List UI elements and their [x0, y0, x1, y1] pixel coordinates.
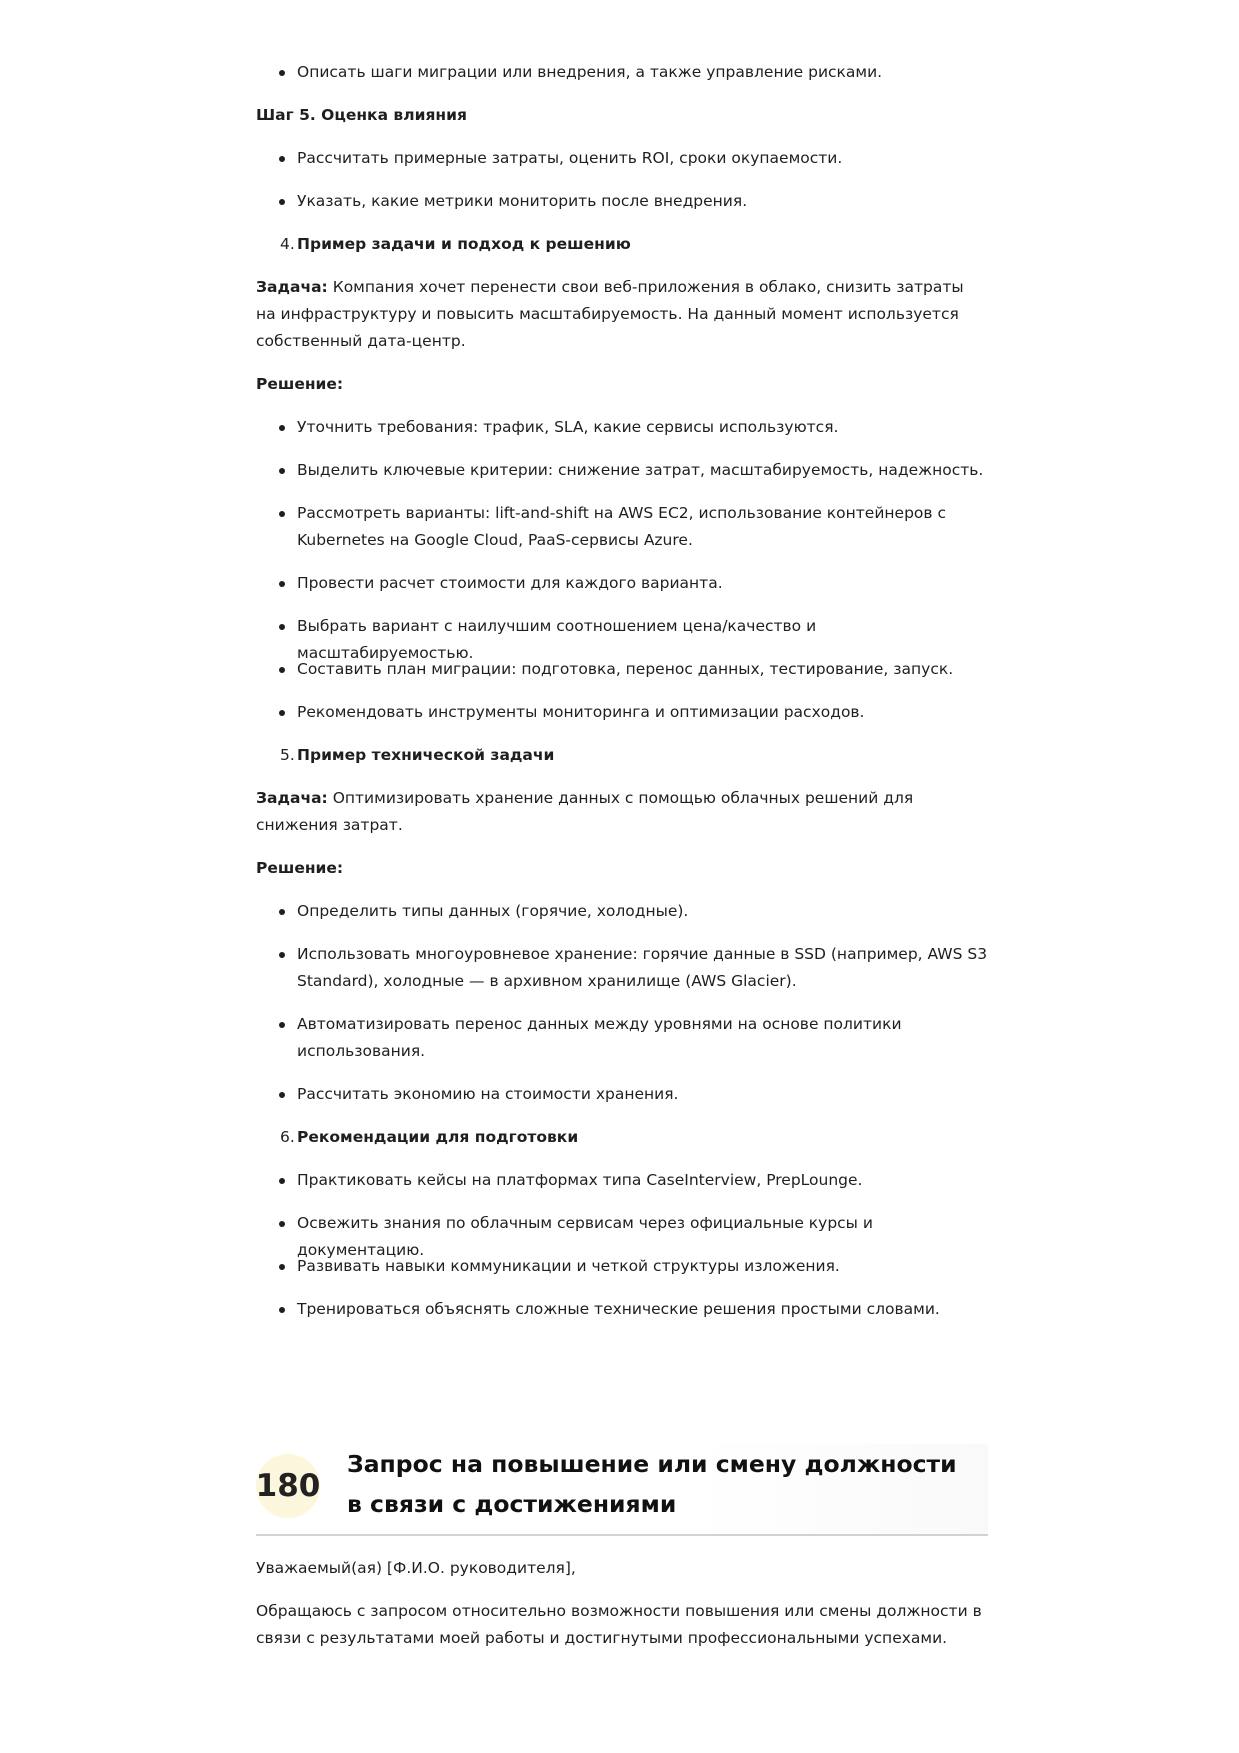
- list-item: Рассмотреть варианты: lift-and-shift на AWS EC2, использование контейнеров с Kubernetes на Google Cloud, PaaS-сервисы Azure.: [256, 500, 988, 554]
- chapter-heading: [256, 1444, 988, 1536]
- list-item: Составить план миграции: подготовка, перенос данных, тестирование, запуск.: [256, 656, 988, 683]
- section-number: 4.: [280, 235, 295, 253]
- step5-title: Шаг 5. Оценка влияния: [256, 106, 467, 124]
- section-number: 6.: [280, 1128, 295, 1146]
- list-item: Уточнить требования: трафик, SLA, какие сервисы используются.: [256, 414, 988, 441]
- list-item: Освежить знания по облачным сервисам через официальные курсы и документацию.: [256, 1210, 988, 1264]
- list-item: Использовать многоуровневое хранение: горячие данные в SSD (например, AWS S3 Standard), холодные — в архивном хранилище (AWS Glacier).: [256, 941, 988, 995]
- section-title: Пример технической задачи: [297, 746, 555, 764]
- section-title: Пример задачи и подход к решению: [297, 235, 631, 253]
- section-title: Рекомендации для подготовки: [297, 1128, 579, 1146]
- section-number: 5.: [280, 746, 295, 764]
- list-item: Рассчитать примерные затраты, оценить ROI, сроки окупаемости.: [256, 145, 988, 172]
- list-item: Рекомендовать инструменты мониторинга и оптимизации расходов.: [256, 699, 988, 726]
- task-paragraph: [256, 785, 988, 839]
- list-item: Описать шаги миграции или внедрения, а также управление рисками.: [256, 59, 988, 86]
- list-item: Указать, какие метрики мониторить после внедрения.: [256, 188, 988, 215]
- task-text: Компания хочет перенести свои веб-приложения в облако, снизить затраты на инфраструктуру и повысить масштабируемость. На данный момент используется собственный дата-центр.: [256, 278, 964, 350]
- section5-heading: [256, 742, 988, 769]
- list-item: Выделить ключевые критерии: снижение затрат, масштабируемость, надежность.: [256, 457, 988, 484]
- section4-heading: [256, 231, 988, 258]
- chapter-title: Запрос на повышение или смену должности в связи с достижениями: [347, 1450, 957, 1518]
- list-item: Автоматизировать перенос данных между уровнями на основе политики использования.: [256, 1011, 988, 1065]
- task-label: Задача:: [256, 278, 328, 296]
- section6-heading: [256, 1124, 988, 1151]
- solution-label: Решение:: [256, 375, 344, 393]
- task-text: Оптимизировать хранение данных с помощью облачных решений для снижения затрат.: [256, 789, 914, 834]
- list-item: Тренироваться объяснять сложные технические решения простыми словами.: [256, 1296, 988, 1323]
- list-item: Выбрать вариант с наилучшим соотношением цена/качество и масштабируемостью.: [256, 613, 988, 667]
- task-label: Задача:: [256, 789, 328, 807]
- list-item: Рассчитать экономию на стоимости хранения.: [256, 1081, 988, 1108]
- letter-greeting: Уважаемый(ая) [Ф.И.О. руководителя],: [256, 1559, 576, 1577]
- chapter-number-badge: 180: [256, 1454, 320, 1518]
- list-item: Развивать навыки коммуникации и четкой структуры изложения.: [256, 1253, 988, 1280]
- solution-label: Решение:: [256, 859, 344, 877]
- letter-paragraph: Обращаюсь с запросом относительно возможности повышения или смены должности в связи с результатами моей работы и достигнутыми профессиональными успехами.: [256, 1602, 982, 1647]
- list-item: Провести расчет стоимости для каждого варианта.: [256, 570, 988, 597]
- list-item: Определить типы данных (горячие, холодные).: [256, 898, 988, 925]
- list-item: Практиковать кейсы на платформах типа CaseInterview, PrepLounge.: [256, 1167, 988, 1194]
- task-paragraph: [256, 274, 988, 355]
